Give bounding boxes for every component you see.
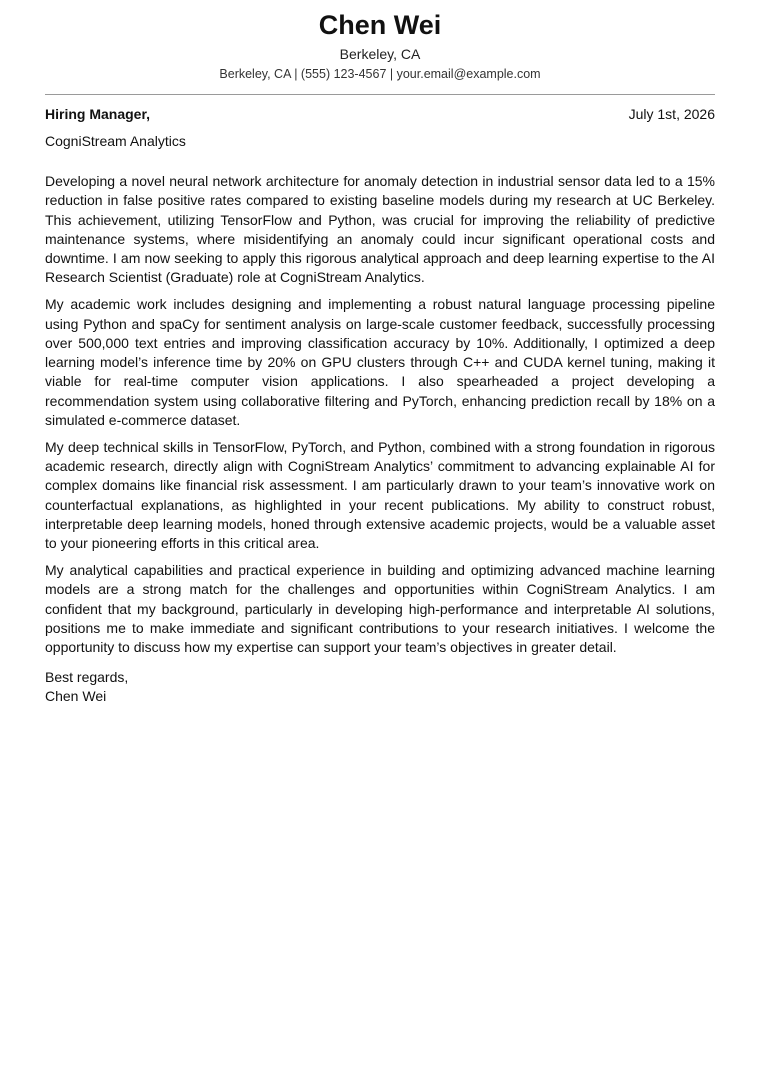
applicant-location: Berkeley, CA <box>339 46 421 62</box>
body-paragraph: My analytical capabilities and practical experience in building and optimizing advanced machine learning models are a strong match for the challenges and opportunities within CogniStream Analytics. I am confident that my background, particularly in developing high-performance and interpretable AI solutions, positions me to make immediate and significant contributions to your research initiatives. I welcome the opportunity to discuss how my expertise can support your team’s objectives in greater detail. <box>45 562 715 656</box>
body-paragraph: Developing a novel neural network architecture for anomaly detection in industrial sensor data led to a 15% reduction in false positive rates compared to existing baseline models during my research at UC Berkeley. This achievement, utilizing TensorFlow and Python, was crucial for improving the reliability of predictive maintenance systems, where misidentifying an anomaly could incur significant operational costs and downtime. I am now seeking to apply this rigorous analytical approach and deep learning expertise to the AI Research Scientist (Graduate) role at CogniStream Analytics. <box>45 173 715 286</box>
contact-line: Berkeley, CA | (555) 123-4567 | your.email@example.com <box>219 67 541 81</box>
letter-header <box>45 8 715 83</box>
header-divider <box>45 94 715 95</box>
applicant-name: Chen Wei <box>318 10 442 40</box>
company-name: CogniStream Analytics <box>45 133 186 149</box>
signature-name: Chen Wei <box>45 687 107 704</box>
body-paragraph: My academic work includes designing and implementing a robust natural language processing pipeline using Python and spaCy for sentiment analysis on large-scale customer feedback, successfully processing over 500,000 text entries and improving classification accuracy by 10%. Additionally, I optimized a deep learning model’s inference time by 20% on GPU clusters through C++ and CUDA kernel tuning, making it viable for real-time computer vision applications. I also spearheaded a project developing a recommendation system using collaborative filtering and PyTorch, enhancing prediction recall by 18% on a simulated e-commerce dataset. <box>45 296 715 429</box>
body-paragraph: My deep technical skills in TensorFlow, PyTorch, and Python, combined with a strong foundation in rigorous academic research, directly align with CogniStream Analytics’ commitment to advancing explainable AI for complex domains like financial risk assessment. I am particularly drawn to your team’s innovative work on counterfactual explanations, as highlighted in your recent publications. My ability to construct robust, interpretable deep learning models, honed through extensive academic projects, would be a valuable asset to your pioneering efforts in this critical area. <box>45 438 715 552</box>
recipient-date-row <box>45 104 715 124</box>
letter-body <box>45 172 715 658</box>
recipient-salutation: Hiring Manager, <box>45 106 151 122</box>
letter-date: July 1st, 2026 <box>628 106 715 122</box>
closing-line: Best regards, <box>45 668 129 685</box>
